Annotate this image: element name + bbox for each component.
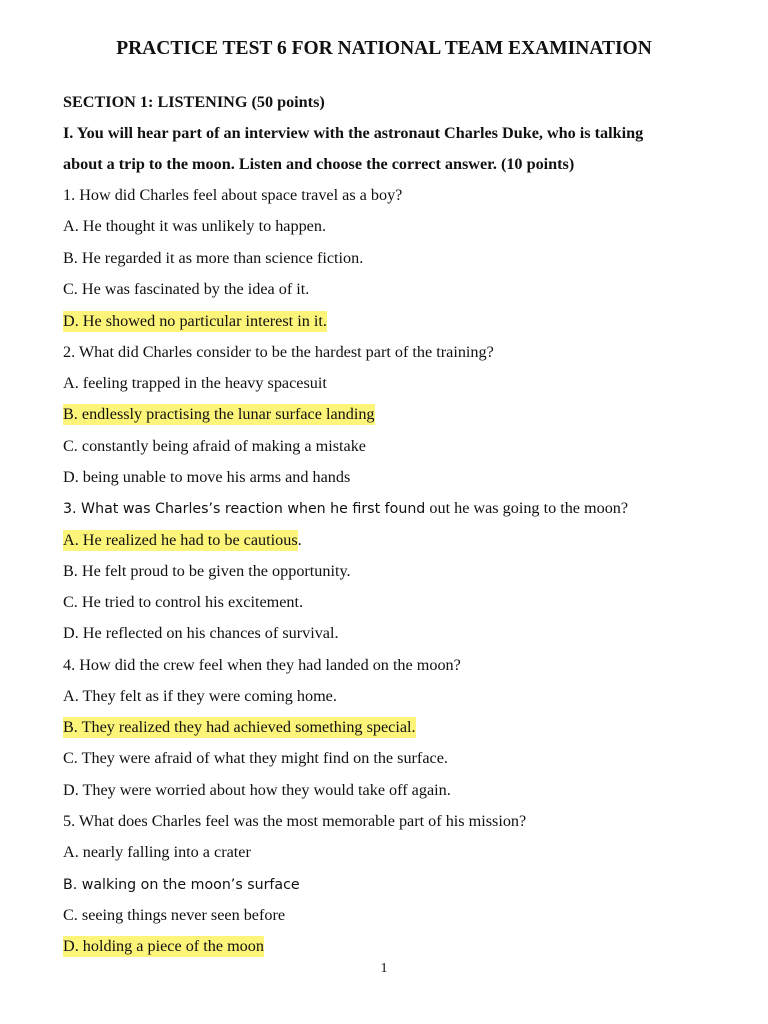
question-3-stem-part-1: 3. What was Charles’s reaction when he first found [63,501,426,517]
section-heading: SECTION 1: LISTENING (50 points) [63,93,325,111]
question-5-option-c: C. seeing things never seen before [63,906,286,924]
question-1-option-c: C. He was fascinated by the idea of it. [63,280,310,298]
question-3-stem [63,498,628,520]
question-3-option-c: C. He tried to control his excitement. [63,593,304,611]
question-3-option-d: D. He reflected on his chances of survival. [63,624,339,642]
page-number: 1 [380,961,388,976]
answer-highlight: B. endlessly practising the lunar surface landing [63,405,375,423]
question-3-stem-part-2: out he was going to the moon? [425,499,629,517]
page-title: PRACTICE TEST 6 FOR NATIONAL TEAM EXAMINATION [116,38,652,59]
question-5-option-b-text: B. walking on the moon’s surface [63,877,300,893]
question-1-stem: 1. How did Charles feel about space travel as a boy? [63,186,403,204]
question-2-option-d: D. being unable to move his arms and hands [63,468,351,486]
question-2-option-c: C. constantly being afraid of making a mistake [63,437,366,455]
question-5-option-b [63,874,300,896]
question-4-option-d: D. They were worried about how they would take off again. [63,781,451,799]
question-3-option-a [63,530,302,551]
question-1-option-a: A. He thought it was unlikely to happen. [63,217,327,235]
answer-highlight: B. They realized they had achieved something special. [63,718,416,736]
question-5-option-a: A. nearly falling into a crater [63,843,251,861]
question-4-option-c: C. They were afraid of what they might find on the surface. [63,749,448,767]
question-2-option-b [63,404,375,425]
answer-highlight: D. holding a piece of the moon [63,937,264,955]
instruction-line-2: about a trip to the moon. Listen and choose the correct answer. (10 points) [63,155,575,173]
question-2-stem: 2. What did Charles consider to be the hardest part of the training? [63,343,494,361]
question-1-option-b: B. He regarded it as more than science fiction. [63,249,364,267]
question-3-option-a-period: . [297,531,302,549]
question-1-option-d [63,311,327,332]
question-2-option-a: A. feeling trapped in the heavy spacesuit [63,374,327,392]
answer-highlight: A. He realized he had to be cautious [63,531,298,549]
instruction-line-1: I. You will hear part of an interview with the astronaut Charles Duke, who is talking [63,124,644,142]
question-4-option-a: A. They felt as if they were coming home. [63,687,337,705]
question-4-stem: 4. How did the crew feel when they had landed on the moon? [63,656,461,674]
question-5-stem: 5. What does Charles feel was the most memorable part of his mission? [63,812,527,830]
question-3-option-b: B. He felt proud to be given the opportunity. [63,562,351,580]
question-4-option-b [63,717,416,738]
answer-highlight: D. He showed no particular interest in it. [63,312,327,330]
question-5-option-d [63,936,264,957]
